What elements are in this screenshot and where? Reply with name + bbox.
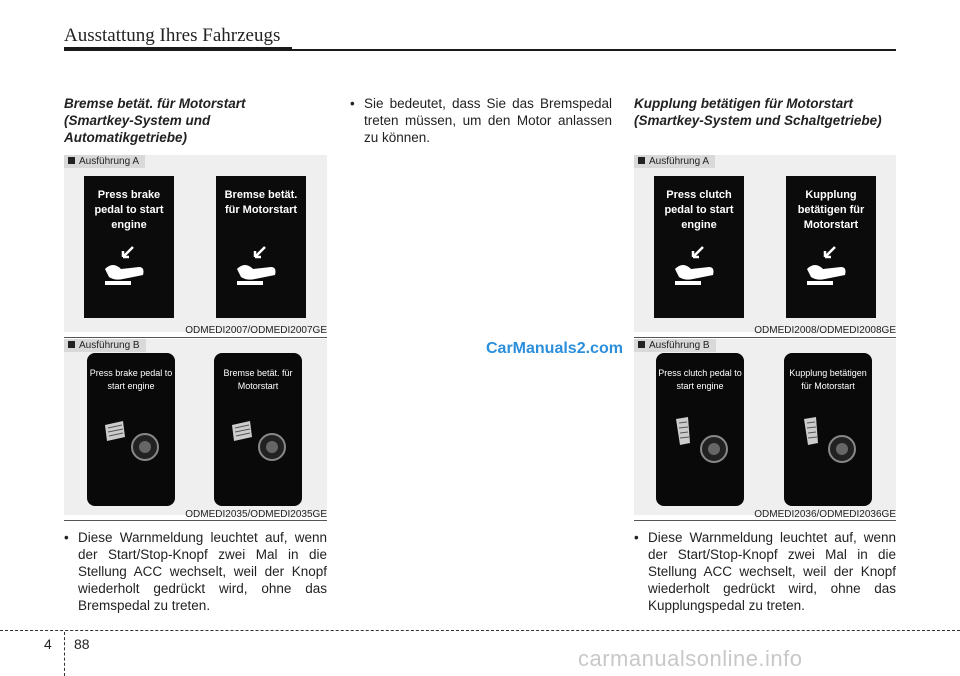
watermark-logo: CarManuals2.com — [486, 340, 623, 357]
figure-divider — [64, 520, 327, 521]
display-screen-english: Press brake pedal to start engine — [84, 176, 174, 318]
figure-code: ODMEDI2036/ODMEDI2036GE — [754, 509, 896, 520]
display-screen-english: Press brake pedal to start engine — [87, 353, 175, 506]
display-screen-english: Press clutch pedal to start engine — [654, 176, 744, 318]
figure-tag: Ausführung B — [64, 339, 146, 352]
pedal-and-start-button-icon — [214, 411, 302, 475]
pedal-and-start-button-icon — [656, 411, 744, 475]
bullet-text-brake: • Diese Warnmeldung leuchtet auf, wenn der Start/Stop-Knopf zwei Mal in die Stellung ACC wechselt, weil der Knopf wiederholt gedrückt wird, ohne das Bremspedal zu treten. — [64, 530, 327, 613]
display-screen-german: Kupplung betätigen für Motorstart — [784, 353, 872, 506]
figure-code: ODMEDI2035/ODMEDI2035GE — [185, 509, 327, 520]
figure-clutch-version-a — [634, 155, 896, 336]
bullet-text-middle: • Sie bedeutet, dass Sie das Bremspedal treten müssen, um den Motor anlassen zu können. — [350, 96, 612, 145]
figure-tag: Ausführung B — [634, 339, 716, 352]
clutch-pedal-icon — [786, 243, 876, 298]
footer-divider — [64, 632, 65, 676]
page-number: 88 — [74, 636, 90, 652]
figure-brake-version-b — [64, 339, 327, 520]
figure-brake-version-a — [64, 155, 327, 336]
brake-pedal-icon — [84, 243, 174, 298]
figure-clutch-version-b — [634, 339, 896, 520]
display-screen-german: Bremse betät. für Motorstart — [214, 353, 302, 506]
figure-tag: Ausführung A — [634, 155, 715, 168]
page-header-title: Ausstattung Ihres Fahrzeugs — [64, 25, 281, 46]
section-title-clutch: Kupplung betätigen für Motorstart (Smartkey-System und Schaltgetriebe) — [634, 96, 882, 128]
bullet-text-clutch: • Diese Warnmeldung leuchtet auf, wenn der Start/Stop-Knopf zwei Mal in die Stellung ACC wechselt, weil der Knopf wiederholt gedrückt wird, ohne das Kupplungspedal zu treten. — [634, 530, 896, 613]
site-watermark: carmanualsonline.info — [578, 646, 803, 671]
header-rule-thick — [64, 47, 292, 51]
display-screen-english: Press clutch pedal to start engine — [656, 353, 744, 506]
section-title-brake: Bremse betät. für Motorstart (Smartkey-System und Automatikgetriebe) — [64, 96, 246, 145]
display-screen-german: Kupplung betätigen für Motorstart — [786, 176, 876, 318]
footer-rule — [0, 630, 960, 631]
chapter-number: 4 — [44, 636, 52, 652]
figure-divider — [634, 337, 896, 338]
figure-divider — [64, 337, 327, 338]
figure-divider — [634, 520, 896, 521]
display-screen-german: Bremse betät. für Motorstart — [216, 176, 306, 318]
figure-tag: Ausführung A — [64, 155, 145, 168]
header-rule-thin — [292, 49, 896, 51]
brake-pedal-icon — [216, 243, 306, 298]
clutch-pedal-icon — [654, 243, 744, 298]
figure-code: ODMEDI2008/ODMEDI2008GE — [754, 325, 896, 336]
figure-code: ODMEDI2007/ODMEDI2007GE — [185, 325, 327, 336]
pedal-and-start-button-icon — [784, 411, 872, 475]
pedal-and-start-button-icon — [87, 411, 175, 475]
